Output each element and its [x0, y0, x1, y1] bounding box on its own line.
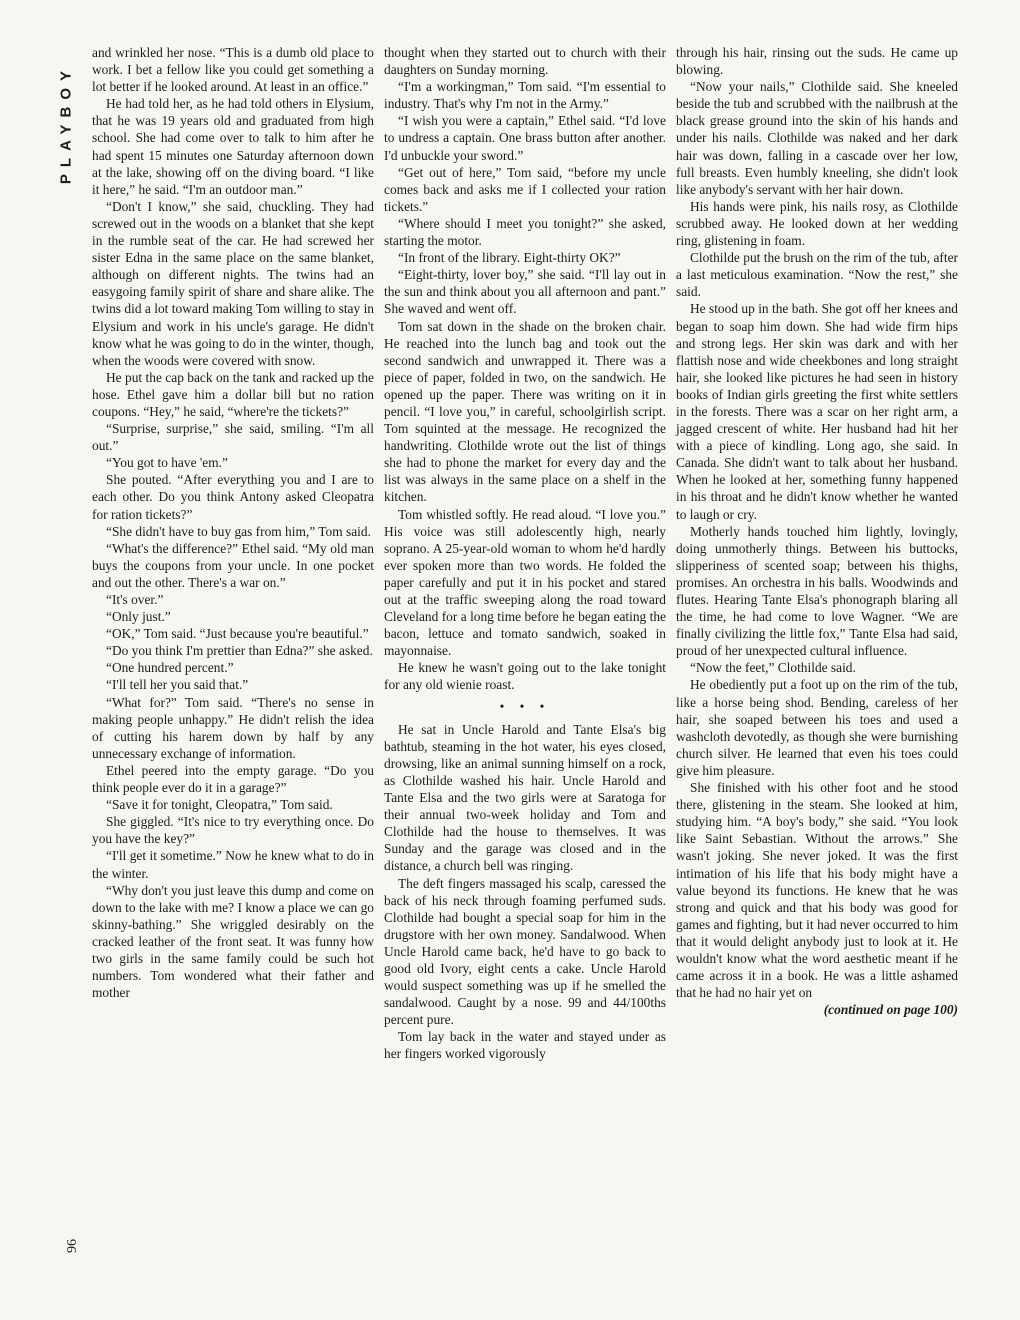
continuation-note: (continued on page 100): [823, 1002, 958, 1018]
paragraph: She pouted. “After everything you and I are to each other. Do you think Antony asked Cleopatra for ration tickets?”: [92, 472, 374, 522]
paragraph: thought when they started out to church with their daughters on Sunday morning.: [384, 45, 666, 78]
paragraph: “Now your nails,” Clothilde said. She kneeled beside the tub and scrubbed with the nailbrush at the black grease ground into the skin of his hands and under his nails. Clothilde was naked and her dark hair was down, falling in a cascade over her low, full breasts. Even humbly kneeling, she didn't look like anybody's servant with her hair down.: [676, 79, 958, 197]
paragraph: He sat in Uncle Harold and Tante Elsa's big bathtub, steaming in the hot water, his eyes closed, drowsing, like an animal sunning himself on a rock, as Clothilde washed his hair. Uncle Harold and Tante Elsa and the two girls were at Saratoga for their annual two-week holiday and Tom and Clothilde had the house to themselves. It was Sunday and the garage was closed and in the distance, a church bell was ringing.: [384, 721, 666, 874]
paragraph: “Save it for tonight, Cleopatra,” Tom said.: [106, 797, 333, 813]
paragraph: He knew he wasn't going out to the lake tonight for any old wienie roast.: [384, 660, 666, 693]
paragraph: “I'll tell her you said that.”: [106, 677, 249, 693]
paragraph: “I wish you were a captain,” Ethel said. “I'd love to undress a captain. One brass button after another. I'd unbuckle your sword.”: [384, 113, 666, 163]
paragraph: “I'll get it sometime.” Now he knew what to do in the winter.: [92, 848, 374, 881]
paragraph: Tom sat down in the shade on the broken chair. He reached into the lunch bag and took out the second sandwich and unwrapped it. There was a piece of paper, folded in two, on the sandwich. He opened up the paper. There was writing on it in pencil. “I love you,” in careful, schoolgirlish script. Tom squinted at the message. He recognized the handwriting. Clothilde wrote out the list of things she had to phone the market for every day and the list was always in the same place on a shelf in the kitchen.: [384, 318, 666, 505]
paragraph: He had told her, as he had told others in Elysium, that he was 19 years old and graduated from high school. She had come over to talk to him after he had spent 15 minutes one Saturday afternoon down at the lake, showing off on the diving board. “I like it here,” he said. “I'm an outdoor man.”: [92, 96, 374, 197]
page-number-text: 96: [65, 1239, 80, 1253]
paragraph: “Do you think I'm prettier than Edna?” she asked.: [106, 643, 373, 659]
text-column-3: [676, 44, 958, 1018]
paragraph: “She didn't have to buy gas from him,” Tom said.: [106, 523, 371, 539]
paragraph: “Surprise, surprise,” she said, smiling. “I'm all out.”: [92, 421, 374, 454]
paragraph: He obediently put a foot up on the rim of the tub, like a horse being shod. Bending, careless of her hair, she soaped between his toes and used a washcloth devotedly, as though she were burnishing church silver. He learned that even his toes could give him pleasure.: [676, 677, 958, 778]
paragraph: “OK,” Tom said. “Just because you're beautiful.”: [106, 626, 369, 642]
paragraph: “Why don't you just leave this dump and come on down to the lake with me? I know a place we can go skinny-bathing.” She wriggled desirably on the cracked leather of the front seat. It was funny how two girls in the same family could be such hot numbers. Tom wondered what their father and mother: [92, 882, 374, 1001]
paragraph: She giggled. “It's nice to try everything once. Do you have the key?”: [92, 814, 374, 847]
paragraph: Ethel peered into the empty garage. “Do you think people ever do it in a garage?”: [92, 762, 374, 796]
paragraph: “I'm a workingman,” Tom said. “I'm essential to industry. That's why I'm not in the Army.”: [384, 79, 666, 112]
text-column-2: [384, 44, 666, 1063]
paragraph: “One hundred percent.”: [106, 660, 234, 676]
paragraph: “What's the difference?” Ethel said. “My old man buys the coupons from your uncle. In one pocket and out the other. There's a war on.”: [92, 540, 374, 590]
paragraph: “Eight-thirty, lover boy,” she said. “I'll lay out in the sun and think about you all afternoon and pant.” She waved and went off.: [384, 267, 666, 317]
paragraph: Clothilde put the brush on the rim of the tub, after a last meticulous examination. “Now the rest,” she said.: [676, 250, 958, 300]
paragraph: He stood up in the bath. She got off her knees and began to soap him down. She had wide firm hips and strong legs. Her skin was dark and with her flattish nose and wide cheekbones and long straight hair, she looked like pictures he had seen in history books of Indian girls greeting the first white settlers in the forests. There was a scar on her right arm, a jagged crescent of white. Her husband had hit her with a piece of kindling. Long ago, she said. In Canada. She didn't want to talk about her husband. When he looked at her, something funny happened in his throat and he didn't know whether he wanted to laugh or cry.: [676, 301, 958, 522]
paragraph: “Get out of here,” Tom said, “before my uncle comes back and asks me if I collected your ration tickets.”: [384, 164, 666, 214]
paragraph: Tom whistled softly. He read aloud. “I love you.” His voice was still adolescently high, nearly soprano. A 25-year-old woman to whom he'd hardly ever spoken more than two words. He folded the paper carefully and put it in his pocket and stared out at the traffic sweeping along the road toward Cleveland for a long time before he began eating the bacon, lettuce and tomato sandwich, soaked in mayonnaise.: [384, 506, 666, 659]
text-column-1: [92, 44, 374, 1001]
paragraph: and wrinkled her nose. “This is a dumb old place to work. I bet a fellow like you could get something a lot better if he looked around. At least in an office.”: [92, 45, 374, 95]
paragraph: “What for?” Tom said. “There's no sense in making people unhappy.” He didn't relish the idea of cutting his harem down by half by any unnecessary exchange of information.: [92, 694, 374, 761]
paragraph: He put the cap back on the tank and racked up the hose. Ethel gave him a dollar bill but no ration coupons. “Hey,” he said, “where're the tickets?”: [92, 369, 374, 419]
paragraph: She finished with his other foot and he stood there, glistening in the steam. She looked at him, studying him. “A boy's body,” she said. “You look like Saint Sebastian. Without the arrows.” She wasn't joking. She never joked. It was the first intimation of his life that his body might have a value beyond its functions. He knew that he was strong and quick and that his body was good for games and fighting, but it had never occurred to him that it would delight anybody just to look at it. He wouldn't know what the word aesthetic meant if he came across it in a book. He was a little ashamed that he had no hair yet on: [676, 780, 958, 1001]
paragraph: “Where should I meet you tonight?” she asked, starting the motor.: [384, 215, 666, 249]
paragraph: Motherly hands touched him lightly, lovingly, doing unmotherly things. Between his buttocks, slipperiness of scented soap; between his thighs, promises. An orchestra in his balls. Woodwinds and flutes. Hearing Tante Elsa's phonograph blaring all the time, he had come to love Wagner. “We are finally civilizing the little fox,” Tante Elsa had said, proud of her unexpected cultural influence.: [676, 523, 958, 659]
paragraph: “It's over.”: [106, 592, 164, 607]
section-break: • • •: [499, 698, 551, 714]
paragraph: “Only just.”: [106, 609, 171, 625]
magazine-name: PLAYBOY: [57, 63, 75, 185]
paragraph: through his hair, rinsing out the suds. He came up blowing.: [676, 45, 958, 78]
paragraph: The deft fingers massaged his scalp, caressed the back of his neck through foaming perfumed suds. Clothilde had bought a special soap for him in the drugstore with her own money. Sandalwood. When Uncle Harold came back, he'd have to go back to good old Ivory, eight cents a cake. Uncle Harold would suspect something was up if he smelled the sandalwood. Caught by a nose. 99 and 44/100ths percent pure.: [384, 875, 666, 1028]
paragraph: “In front of the library. Eight-thirty OK?”: [398, 250, 621, 266]
paragraph: “You got to have 'em.”: [106, 455, 228, 471]
page-number: [58, 1236, 88, 1256]
paragraph: “Don't I know,” she said, chuckling. They had screwed out in the woods on a blanket that she kept in the rumble seat of the car. He had screwed her sister Edna in the same place on the same blanket, although on different nights. The twins had an easygoing family spirit of share and share alike. The twins did a lot toward making Tom willing to stay in Elysium and work in his uncle's garage. He didn't know what he was going to do in the winter, though, when the woods were covered with snow.: [92, 198, 374, 368]
paragraph: His hands were pink, his nails rosy, as Clothilde scrubbed away. He looked down at her wedding ring, glistening in foam.: [676, 198, 958, 249]
paragraph: Tom lay back in the water and stayed under as her fingers worked vigorously: [384, 1029, 666, 1062]
paragraph: “Now the feet,” Clothilde said.: [690, 660, 856, 676]
running-head: [40, 44, 92, 204]
